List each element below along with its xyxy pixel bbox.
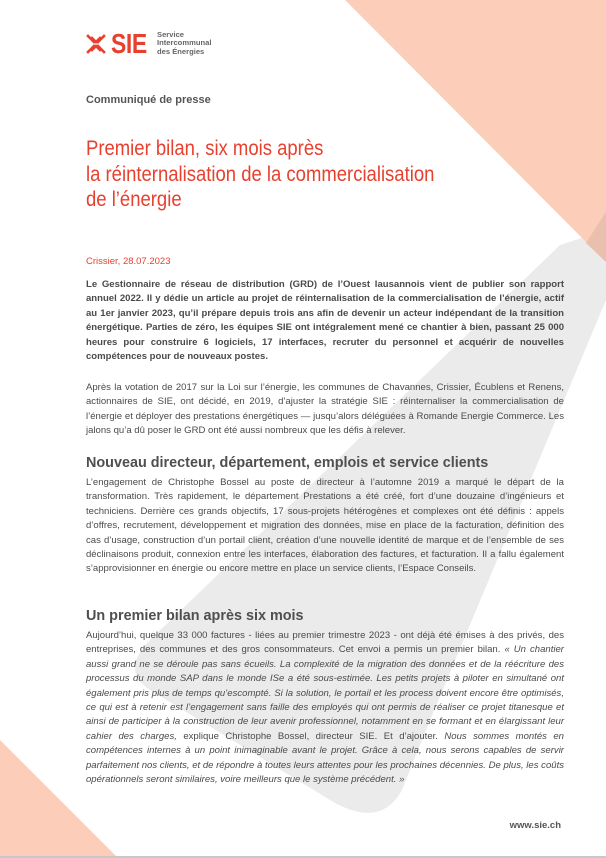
title-line: de l’énergie bbox=[86, 187, 182, 211]
body-paragraph bbox=[86, 629, 564, 787]
quote-text: Nous sommes montés en compétences internes à un point inimaginable avant le projet. Grâce à cela, nous serons capables de servir parfaitement nos clients, et de répondre à toutes leurs attentes pour les prochaines décennies. De plus, les coûts opérationnels seront similaires, voire meilleurs que le système précédent. » bbox=[86, 730, 564, 786]
document-kicker: Communiqué de presse bbox=[86, 94, 211, 106]
dateline: Crissier, 28.07.2023 bbox=[86, 256, 171, 267]
attribution-text: explique Christophe Bossel, directeur SIE. Et d’ajouter. bbox=[176, 730, 445, 742]
section-heading: Nouveau directeur, département, emplois et service clients bbox=[86, 455, 489, 471]
section-heading: Un premier bilan après six mois bbox=[86, 608, 304, 624]
logo-subtitle-line: Intercommunal bbox=[157, 38, 212, 48]
website-link[interactable]: www.sie.ch bbox=[509, 820, 561, 831]
logo bbox=[86, 30, 155, 58]
quote-text: « Un chantier aussi grand ne se déroule pas sans écueils. La complexité de la migration des données et de la réécriture des processus du monde SAP dans le monde ISe a été sous-estimée. Les petits projets à piloter en simultané ont également pris plus de temps qu’escompté. Si la solution, le portail et les process doivent encore être optimisés, ce qui est à retenir est l’engagement sans faille des employés qui ont permis de réaliser ce projet titanesque et ainsi de participer à la construction de leur avenir professionnel, notamment en se formant et en élargissant leur cahier des charges, bbox=[86, 644, 564, 742]
body-paragraph: Après la votation de 2017 sur la Loi sur l’énergie, les communes de Chavannes, Crissier, Écublens et Renens, actionnaires de SIE, ont décidé, en 2019, d’ajuster la stratégie SIE : réinternaliser la commercialisation de l’énergie et déployer des prestations énergétiques — jusqu’alors déléguées à Romande Energie Commerce. Les jalons qu’a dû poser le GRD ont été aussi nombreux que les défis à relever. bbox=[86, 382, 564, 437]
logo-subtitle-line: Service bbox=[157, 30, 185, 39]
paragraph-text: Aujourd’hui, quelque 33 000 factures - liées au premier trimestre 2023 - ont déjà été émises à des privés, des entreprises, des communes et des gros consommateurs. Cet envoi a permis un premier bilan. bbox=[86, 630, 564, 656]
title-line: Premier bilan, six mois après bbox=[86, 136, 324, 160]
logo-subtitle-line: des Énergies bbox=[157, 46, 205, 56]
page-title bbox=[86, 136, 464, 213]
body-paragraph: L’engagement de Christophe Bossel au poste de directeur à l’automne 2019 a marqué le départ de la transformation. Très rapidement, le département Prestations a été créé, fort d’une douzaine d’ingénieurs et techniciens. Derrière ces grands objectifs, 17 sous-projets hétérogènes et complexes ont été définis : appels d’offres, recrutement, développement et migration des données, mise en place de la facturation, définition des cas d’usage, construction d’un portail client, création d’une nouvelle identité de marque et de l’ensemble de ses déclinaisons produit, connexion entre les interfaces, élaboration des factures, et facturation. Il a fallu également s’approvisionner en énergie ou encore mettre en place un service clients, l’Espace Conseils. bbox=[86, 477, 564, 575]
logo-wordmark: SIE bbox=[111, 28, 147, 59]
logo-subtitle bbox=[157, 31, 211, 56]
title-line: la réinternalisation de la commercialisation bbox=[86, 161, 435, 186]
sie-arrows-icon bbox=[86, 33, 106, 55]
lead-paragraph: Le Gestionnaire de réseau de distribution (GRD) de l’Ouest lausannois vient de publier son rapport annuel 2022. Il y dédie un article au projet de réinternalisation de la commercialisation de l’énergie, actif au 1er janvier 2023, qu’il prépare depuis trois ans afin de devenir un acteur indépendant de la transition énergétique. Parties de zéro, les équipes SIE ont intégralement mené ce chantier à bien, passant 25 000 heures pour construire 6 logiciels, 17 interfaces, recruter du personnel et acquérir de nouvelles compétences pour de nouveaux postes. bbox=[86, 279, 564, 363]
